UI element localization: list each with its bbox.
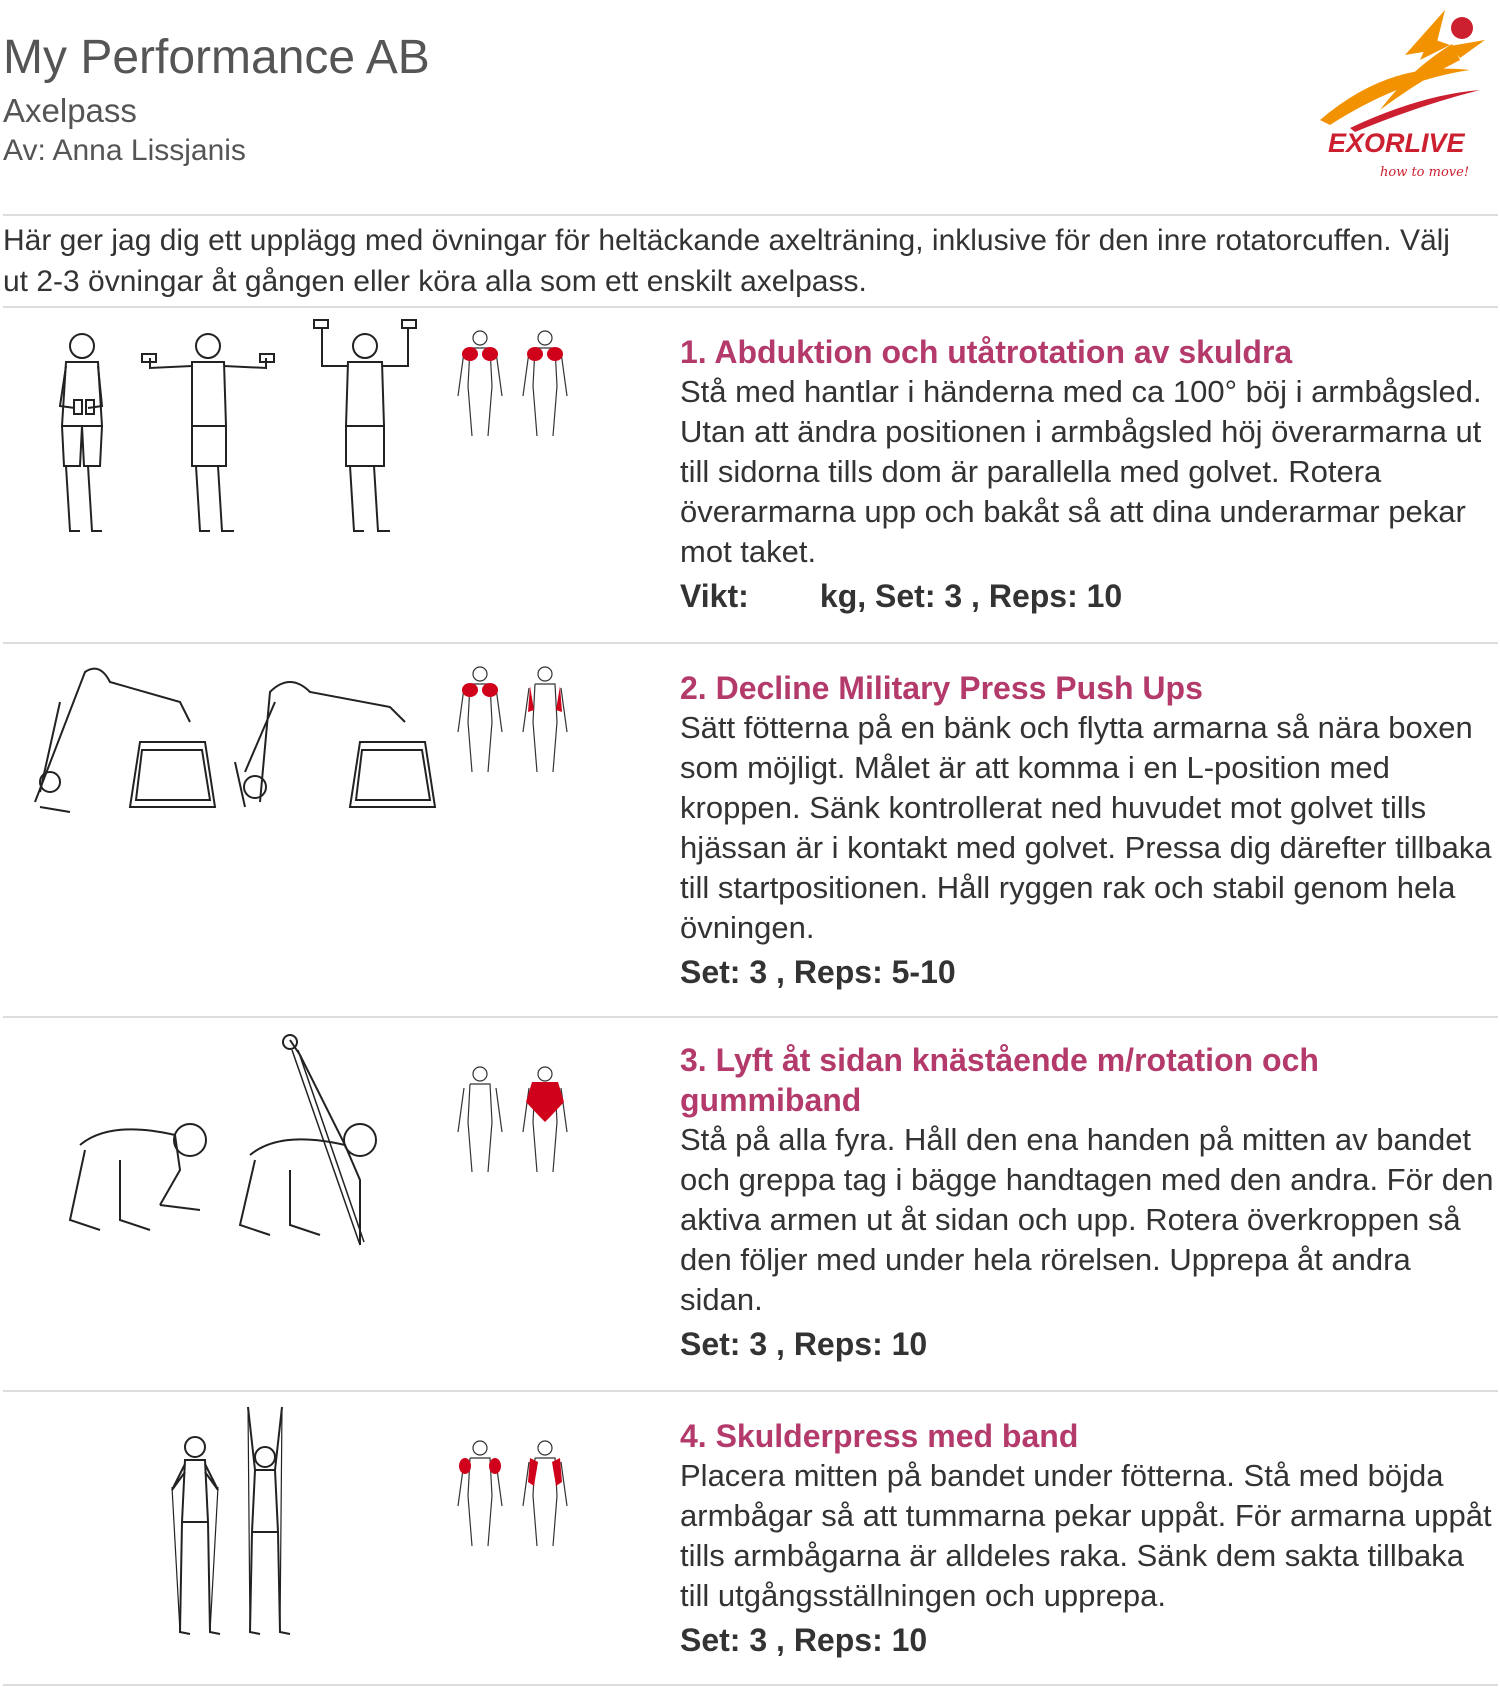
- muscle-map: [450, 1436, 580, 1561]
- exercise-illustration: [30, 316, 440, 566]
- muscle-map: [450, 326, 580, 451]
- intro-text: Här ger jag dig ett upplägg med övningar för heltäckande axelträning, inklusive för den inre rotatorcuffen. Välj ut 2-3 övningar åt gången eller köra alla som ett enskilt axelpass.: [3, 224, 1450, 298]
- exercise-illustration: [30, 662, 440, 912]
- exercise-text: [680, 1416, 1500, 1662]
- exercise-description: Stå på alla fyra. Håll den ena handen på mitten av bandet och greppa tag i bägge handtagen med den andra. För den aktiva armen ut åt sidan och upp. Rotera överkroppen så den följer med under hela rörelsen. Upprepa åt andra sidan.: [680, 1122, 1494, 1317]
- exercise-item: [0, 1390, 1500, 1687]
- exercise-title: 2. Decline Military Press Push Ups: [680, 670, 1203, 706]
- exercise-params: Set: 3 , Reps: 10: [680, 1326, 928, 1362]
- exercise-title: 1. Abduktion och utåtrotation av skuldra: [680, 334, 1293, 370]
- exercise-params: Set: 3 , Reps: 10: [680, 1622, 928, 1658]
- exercise-description: Stå med hantlar i händerna med ca 100° böj i armbågsled. Utan att ändra positionen i armbågsled höj överarmarna ut till sidorna tills dom är parallella med golvet. Rotera överarmarna upp och bakåt så att dina underarmar pekar mot taket.: [680, 374, 1482, 569]
- plan-author: Av: Anna Lissjanis: [3, 134, 246, 167]
- divider: [3, 1684, 1498, 1686]
- company-name: My Performance AB: [3, 31, 430, 84]
- exercise-item: [0, 642, 1500, 1016]
- plan-name: Axelpass: [3, 92, 137, 129]
- exercise-text: [680, 1040, 1500, 1366]
- exercise-item: [0, 306, 1500, 642]
- exercise-description: Placera mitten på bandet under fötterna. Stå med böjda armbågar så att tummarna pekar uppåt. För armarna uppåt tills armbågarna är alldeles raka. Sänk dem sakta tillbaka till utgångsställningen och upprepa.: [680, 1458, 1492, 1613]
- muscle-map: [450, 662, 580, 787]
- exercise-text: [680, 668, 1500, 994]
- exercise-item: [0, 1016, 1500, 1390]
- exercise-text: [680, 332, 1500, 618]
- divider: [3, 214, 1498, 216]
- exercise-title: 4. Skulderpress med band: [680, 1418, 1079, 1454]
- exercise-description: Sätt fötterna på en bänk och flytta armarna så nära boxen som möjligt. Målet är att komma i en L-position med kroppen. Sänk kontrollerat ned huvudet mot golvet tills hjässan är i kontakt med golvet. Pressa dig därefter tillbaka till startpositionen. Håll ryggen rak och stabil genom hela övningen.: [680, 710, 1492, 945]
- logo-tagline: how to move!: [1380, 165, 1470, 180]
- muscle-map: [450, 1062, 580, 1187]
- exercise-illustration: [30, 1402, 440, 1652]
- exercise-params: Vikt: kg, Set: 3 , Reps: 10: [680, 578, 1123, 614]
- logo-brand: EXORLIVE: [1328, 128, 1465, 158]
- page-header: [0, 0, 1500, 214]
- exercise-title: 3. Lyft åt sidan knästående m/rotation och gummiband: [680, 1042, 1319, 1118]
- exercise-params: Set: 3 , Reps: 5-10: [680, 954, 956, 990]
- exorlive-logo: [1310, 0, 1500, 200]
- exercise-illustration: [30, 1030, 440, 1280]
